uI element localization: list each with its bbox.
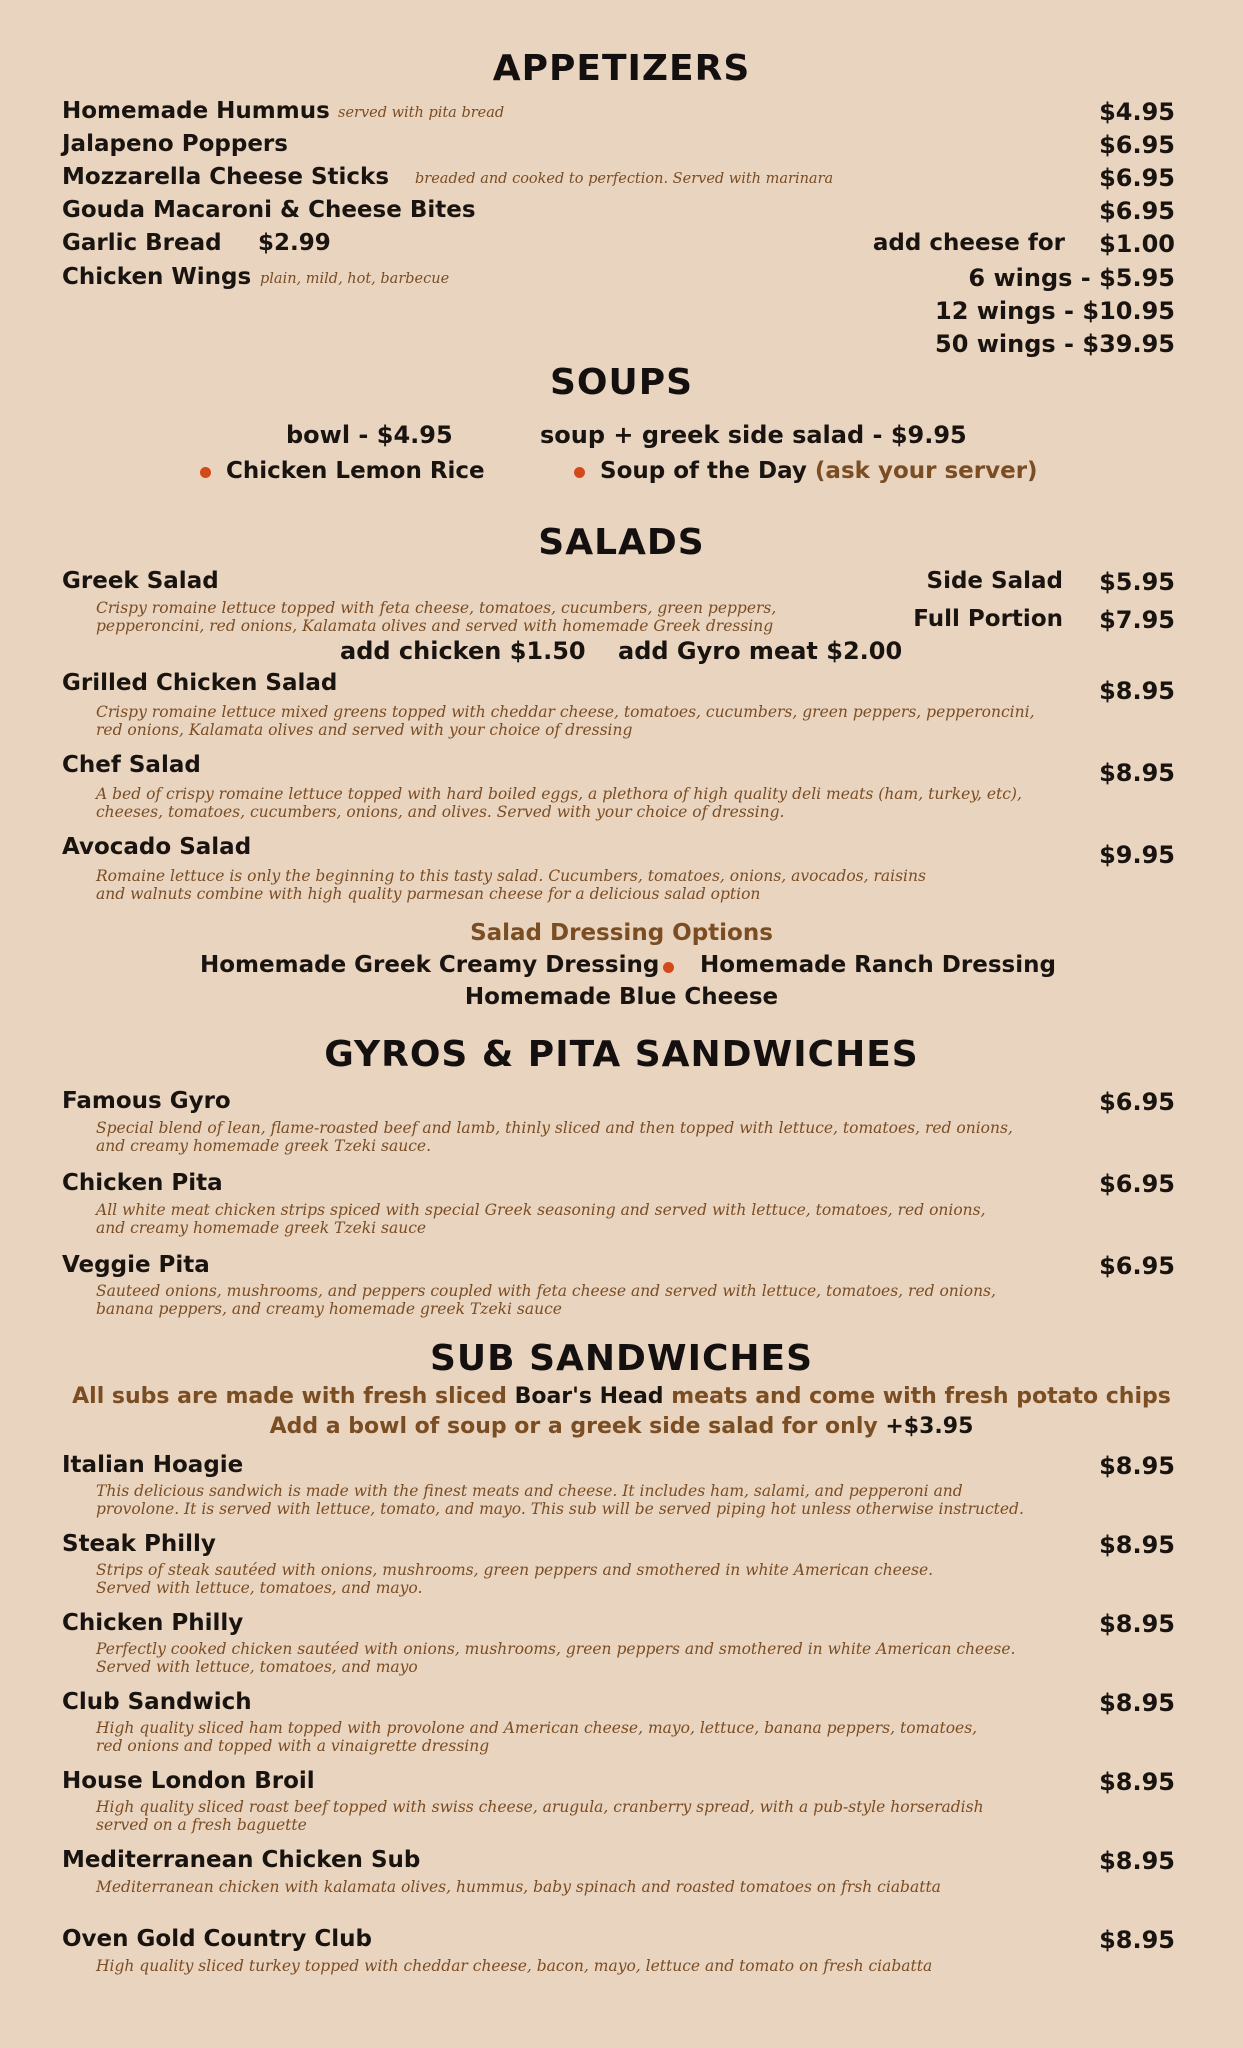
item-desc-chef-salad: A bed of crispy romaine lettuce topped with hard boiled eggs, a plethora of high quality deli meats (ham, turkey, etc), cheeses, tomatoes, cucumbers, onions, and olives. Served with your choice of dressing. [96, 785, 1022, 821]
soup-option-chicken-lemon-rice: Chicken Lemon Rice [226, 458, 485, 484]
item-price-jalapeno: $6.95 [1099, 131, 1175, 159]
item-desc-oven-gold-country-club: High quality sliced turkey topped with cheddar cheese, bacon, mayo, lettuce and tomato on fresh ciabatta [96, 1957, 933, 1975]
item-name-gouda: Gouda Macaroni & Cheese Bites [62, 197, 476, 223]
subs-heading: SUB SANDWICHES [429, 1338, 814, 1379]
item-name-mozzarella: Mozzarella Cheese Sticks [62, 164, 390, 190]
subs-note-2: Add a bowl of soup or a greek side salad for only +$3.95 [269, 1414, 974, 1439]
item-desc-chicken-philly: Perfectly cooked chicken sautéed with onions, mushrooms, green peppers and smothered in white American cheese. Served with lettuce, tomatoes, and mayo [96, 1640, 1016, 1676]
item-price-mediterranean-chicken-sub: $8.95 [1099, 1847, 1175, 1875]
item-price-hummus: $4.95 [1099, 98, 1175, 126]
appetizers-heading: APPETIZERS [492, 48, 751, 89]
item-name-garlic-bread: Garlic Bread [62, 230, 222, 256]
dressing-ranch: Homemade Ranch Dressing [700, 952, 1056, 978]
soup-option-soup-of-day: Soup of the Day (ask your server) [600, 458, 1038, 484]
soup-combo-price: soup + greek side salad - $9.95 [540, 421, 967, 449]
wings-price-12: 12 wings - $10.95 [935, 297, 1175, 325]
item-name-mediterranean-chicken-sub: Mediterranean Chicken Sub [62, 1847, 421, 1873]
soups-heading: SOUPS [549, 362, 694, 403]
item-name-hummus: Homemade Hummus [62, 98, 330, 124]
item-name-oven-gold-country-club: Oven Gold Country Club [62, 1926, 372, 1952]
item-price-chicken-pita: $6.95 [1099, 1170, 1175, 1198]
item-name-greek-salad: Greek Salad [62, 568, 219, 594]
item-desc-famous-gyro: Special blend of lean, flame-roasted beef and lamb, thinly sliced and then topped with lettuce, tomatoes, red onions, and creamy homemade greek Tzeki sauce. [96, 1119, 1013, 1155]
item-desc-chicken-pita: All white meat chicken strips spiced with special Greek seasoning and served with lettuce, tomatoes, red onions, and creamy homemade greek Tzeki sauce [96, 1201, 986, 1237]
bullet-icon [574, 467, 585, 478]
bullet-icon [200, 467, 211, 478]
add-chicken-option: add chicken $1.50 [340, 637, 586, 665]
side-salad-label: Side Salad [926, 568, 1063, 594]
full-portion-price: $7.95 [1099, 606, 1175, 634]
item-name-italian-hoagie: Italian Hoagie [62, 1452, 244, 1478]
item-desc-club-sandwich: High quality sliced ham topped with provolone and American cheese, mayo, lettuce, banana peppers, tomatoes, red onions and topped with a vinaigrette dressing [96, 1719, 978, 1755]
item-price-italian-hoagie: $8.95 [1099, 1452, 1175, 1480]
full-portion-label: Full Portion [913, 606, 1063, 632]
item-note-hummus: served with pita bread [338, 105, 505, 121]
item-price-house-london-broil: $8.95 [1099, 1768, 1175, 1796]
item-desc-greek-salad: Crispy romaine lettuce topped with feta cheese, tomatoes, cucumbers, green peppers, pepperoncini, red onions, Kalamata olives and served with homemade Greek dressing [96, 599, 777, 635]
dressing-options-title: Salad Dressing Options [470, 920, 773, 946]
item-name-steak-philly: Steak Philly [62, 1531, 216, 1557]
item-note-wings: plain, mild, hot, barbecue [260, 271, 450, 287]
subs-addon-price: +$3.95 [885, 1414, 974, 1439]
add-cheese-price: $1.00 [1099, 230, 1175, 258]
gyros-heading: GYROS & PITA SANDWICHES [324, 1034, 919, 1075]
item-name-club-sandwich: Club Sandwich [62, 1689, 252, 1715]
item-name-grilled-chicken-salad: Grilled Chicken Salad [62, 670, 338, 696]
item-name-chef-salad: Chef Salad [62, 752, 201, 778]
item-desc-house-london-broil: High quality sliced roast beef topped with swiss cheese, arugula, cranberry spread, with a pub-style horseradish served on a fresh baguette [96, 1798, 984, 1834]
item-name-house-london-broil: House London Broil [62, 1768, 315, 1794]
item-price-oven-gold-country-club: $8.95 [1099, 1926, 1175, 1954]
item-price-chicken-philly: $8.95 [1099, 1610, 1175, 1638]
add-cheese-label: add cheese for [872, 230, 1065, 256]
item-price-grilled-chicken-salad: $8.95 [1099, 677, 1175, 705]
item-name-veggie-pita: Veggie Pita [62, 1252, 210, 1278]
item-desc-grilled-chicken-salad: Crispy romaine lettuce mixed greens topped with cheddar cheese, tomatoes, cucumbers, green peppers, pepperoncini, red onions, Kalamata olives and served with your choice of dressing [96, 703, 1035, 739]
add-gyro-option: add Gyro meat $2.00 [618, 637, 903, 665]
soup-bowl-price: bowl - $4.95 [286, 421, 453, 449]
side-salad-price: $5.95 [1099, 568, 1175, 596]
item-price-chef-salad: $8.95 [1099, 759, 1175, 787]
wings-price-50: 50 wings - $39.95 [935, 330, 1175, 358]
item-name-famous-gyro: Famous Gyro [62, 1088, 231, 1114]
dressing-greek-creamy: Homemade Greek Creamy Dressing [200, 952, 660, 978]
wings-price-6: 6 wings - $5.95 [968, 264, 1175, 292]
item-name-jalapeno: Jalapeno Poppers [62, 131, 288, 157]
item-price-famous-gyro: $6.95 [1099, 1088, 1175, 1116]
item-name-wings: Chicken Wings [62, 264, 252, 290]
subs-note-1: All subs are made with fresh sliced Boar's Head meats and come with fresh potato chips [72, 1384, 1171, 1409]
item-note-mozzarella: breaded and cooked to perfection. Served with marinara [415, 171, 834, 187]
item-name-chicken-philly: Chicken Philly [62, 1610, 244, 1636]
item-price-gouda: $6.95 [1099, 197, 1175, 225]
item-price-avocado-salad: $9.95 [1099, 841, 1175, 869]
boars-head-brand: Boar's Head [514, 1384, 664, 1409]
item-desc-mediterranean-chicken-sub: Mediterranean chicken with kalamata olives, hummus, baby spinach and roasted tomatoes on frsh ciabatta [96, 1878, 941, 1896]
item-name-avocado-salad: Avocado Salad [62, 834, 252, 860]
item-price-club-sandwich: $8.95 [1099, 1689, 1175, 1717]
dressing-blue-cheese: Homemade Blue Cheese [464, 984, 779, 1010]
item-price-veggie-pita: $6.95 [1099, 1252, 1175, 1280]
item-desc-veggie-pita: Sauteed onions, mushrooms, and peppers coupled with feta cheese and served with lettuce, tomatoes, red onions, banana peppers, and creamy homemade greek Tzeki sauce [96, 1282, 996, 1318]
item-name-chicken-pita: Chicken Pita [62, 1170, 223, 1196]
bullet-icon [663, 962, 674, 973]
soup-of-day-note: (ask your server) [814, 458, 1038, 484]
item-inline-price-garlic-bread: $2.99 [258, 230, 331, 256]
item-price-mozzarella: $6.95 [1099, 164, 1175, 192]
item-desc-italian-hoagie: This delicious sandwich is made with the finest meats and cheese. It includes ham, salami, and pepperoni and provolone. It is served with lettuce, tomato, and mayo. This sub will be served piping hot unless otherwise instructed. [96, 1482, 1024, 1518]
item-desc-avocado-salad: Romaine lettuce is only the beginning to this tasty salad. Cucumbers, tomatoes, onions, avocados, raisins and walnuts combine with high quality parmesan cheese for a delicious salad option [96, 867, 926, 903]
salads-heading: SALADS [538, 522, 705, 563]
item-price-steak-philly: $8.95 [1099, 1531, 1175, 1559]
item-desc-steak-philly: Strips of steak sautéed with onions, mushrooms, green peppers and smothered in white American cheese. Served with lettuce, tomatoes, and mayo. [96, 1561, 934, 1597]
